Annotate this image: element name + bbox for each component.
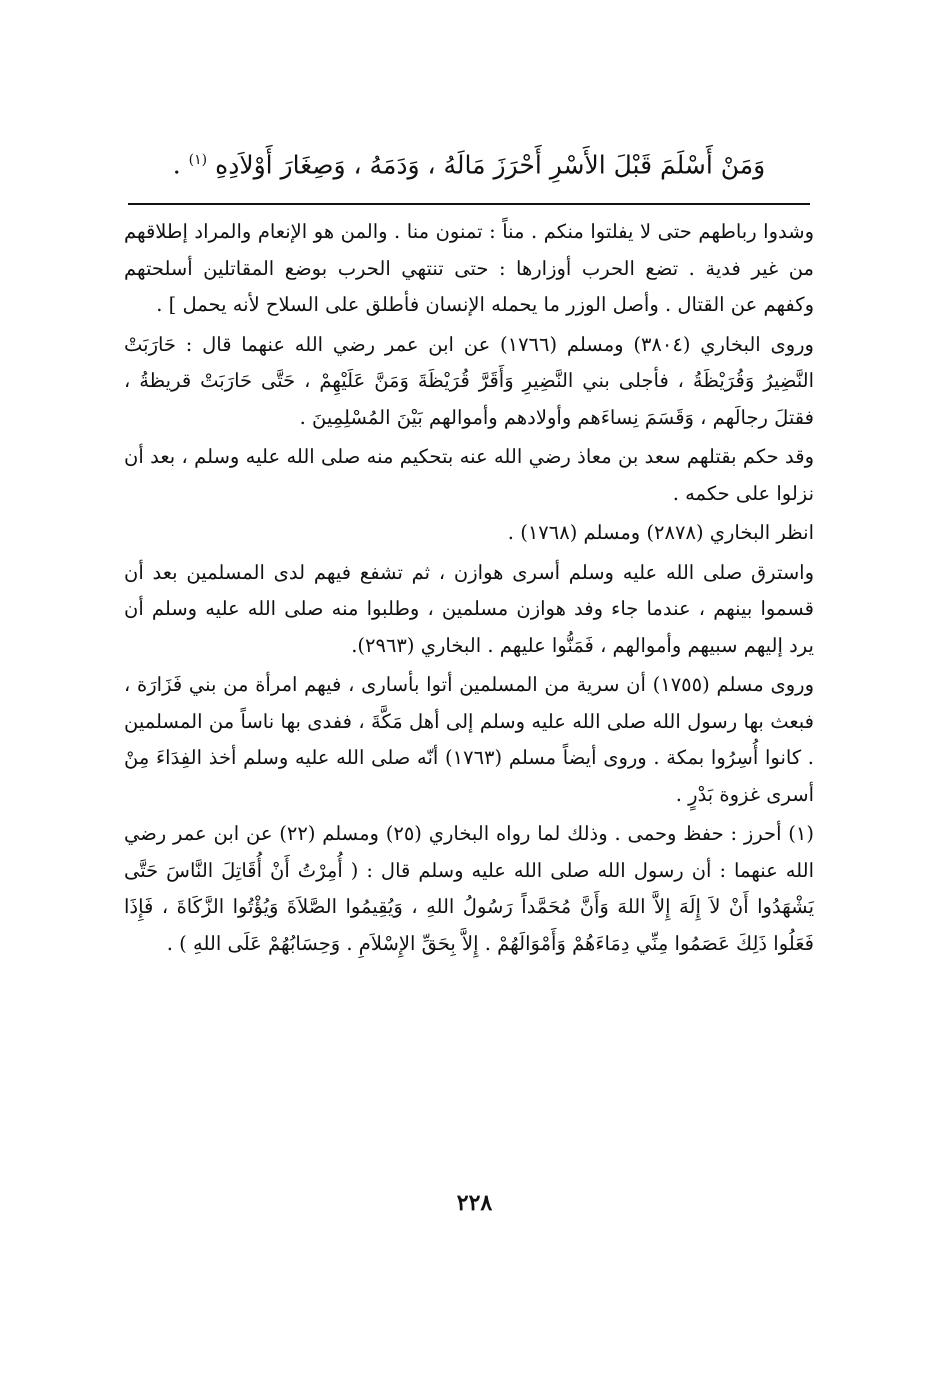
commentary-block	[124, 214, 814, 962]
paragraph: وقد حكم بقتلهم سعد بن معاذ رضي الله عنه بتحكيم منه صلى الله عليه وسلم ، بعد أن نزلوا على حكمه .	[124, 445, 814, 505]
footnote: (١) أحرز : حفظ وحمى . وذلك لما رواه البخاري (٢٥) ومسلم (٢٢) عن ابن عمر رضي الله عنهما : أن رسول الله صلى الله عليه وسلم قال : ( أُمِرْتُ أَنْ أُقَاتِلَ النَّاسَ حَتَّى يَشْهَدُوا أَنْ لاَ إِلَهَ إِلاَّ اللهَ وَأَنَّ مُحَمَّداً رَسُولُ اللهِ ، وَيُقِيمُوا الصَّلاَةَ وَيُؤْتُوا الزَّكَاةَ ، فَإِذَا فَعَلُوا ذَلِكَ عَصَمُوا مِنِّي دِمَاءَهُمْ وَأَمْوَالَهُمْ . إِلاَّ بِحَقِّ الإِسْلاَمِ . وَحِسَابُهُمْ عَلَى اللهِ ) .	[124, 822, 814, 955]
footnote-marker: (١)	[188, 152, 208, 168]
paragraph: انظر البخاري (٢٨٧٨) ومسلم (١٧٦٨) .	[507, 521, 814, 544]
paragraph: وشدوا رباطهم حتى لا يفلتوا منكم . مناً : تمنون منا . والمن هو الإنعام والمراد إطلاقهم من غير فدية . تضع الحرب أوزارها : حتى تنتهي الحرب بوضع المقاتلين أسلحتهم وكفهم عن القتال . وأصل الوزر ما يحمله الإنسان فأطلق على السلاح لأنه يحمل ] .	[124, 220, 814, 316]
paragraph: وروى البخاري (٣٨٠٤) ومسلم (١٧٦٦) عن ابن عمر رضي الله عنهما قال : حَارَبَتْ النَّضِيرُ وَقُرَيْظَةُ ، فأجلى بني النَّضِيرِ وَأَقَرَّ قُرَيْظَةَ وَمَنَّ عَلَيْهِمْ ، حَتَّى حَارَبَتْ قريظةُ ، فقتلَ رجالَهم ، وَقَسَمَ نِساءَهم وأولادهم وأموالهم بَيْنَ المُسْلِمِينَ .	[124, 332, 814, 429]
page-number: ٢٢٨	[456, 1190, 493, 1216]
paragraph: واسترق صلى الله عليه وسلم أسرى هوازن ، ثم تشفع فيهم لدى المسلمين بعد أن قسموا بينهم ، عندما جاء وفد هوازن مسلمين ، وطلبوا منه صلى الله عليه وسلم أن يرد إليهم سبيهم وأموالهم ، فَمَنُّوا عليهم . البخاري (٢٩٦٣).	[124, 560, 814, 657]
main-text-line	[128, 138, 810, 187]
main-text: وَمَنْ أَسْلَمَ قَبْلَ الأَسْرِ أَحْرَزَ مَالَهُ ، وَدَمَهُ ، وَصِغَارَ أَوْلاَدِهِ	[215, 150, 766, 180]
paragraph: وروى مسلم (١٧٥٥) أن سرية من المسلمين أتوا بأسارى ، فيهم امرأة من بني فَزَارَة ، فبعث بها رسول الله صلى الله عليه وسلم إلى أهل مَكَّةَ ، ففدى بها ناساً من المسلمين . كانوا أُسِرُوا بمكة . وروى أيضاً مسلم (١٧٦٣) أنّه صلى الله عليه وسلم أخذ الفِدَاءَ مِنْ أسرى غزوة بَدْرٍ .	[124, 673, 814, 806]
main-text-end: .	[172, 150, 181, 180]
footnote-divider	[128, 203, 810, 205]
